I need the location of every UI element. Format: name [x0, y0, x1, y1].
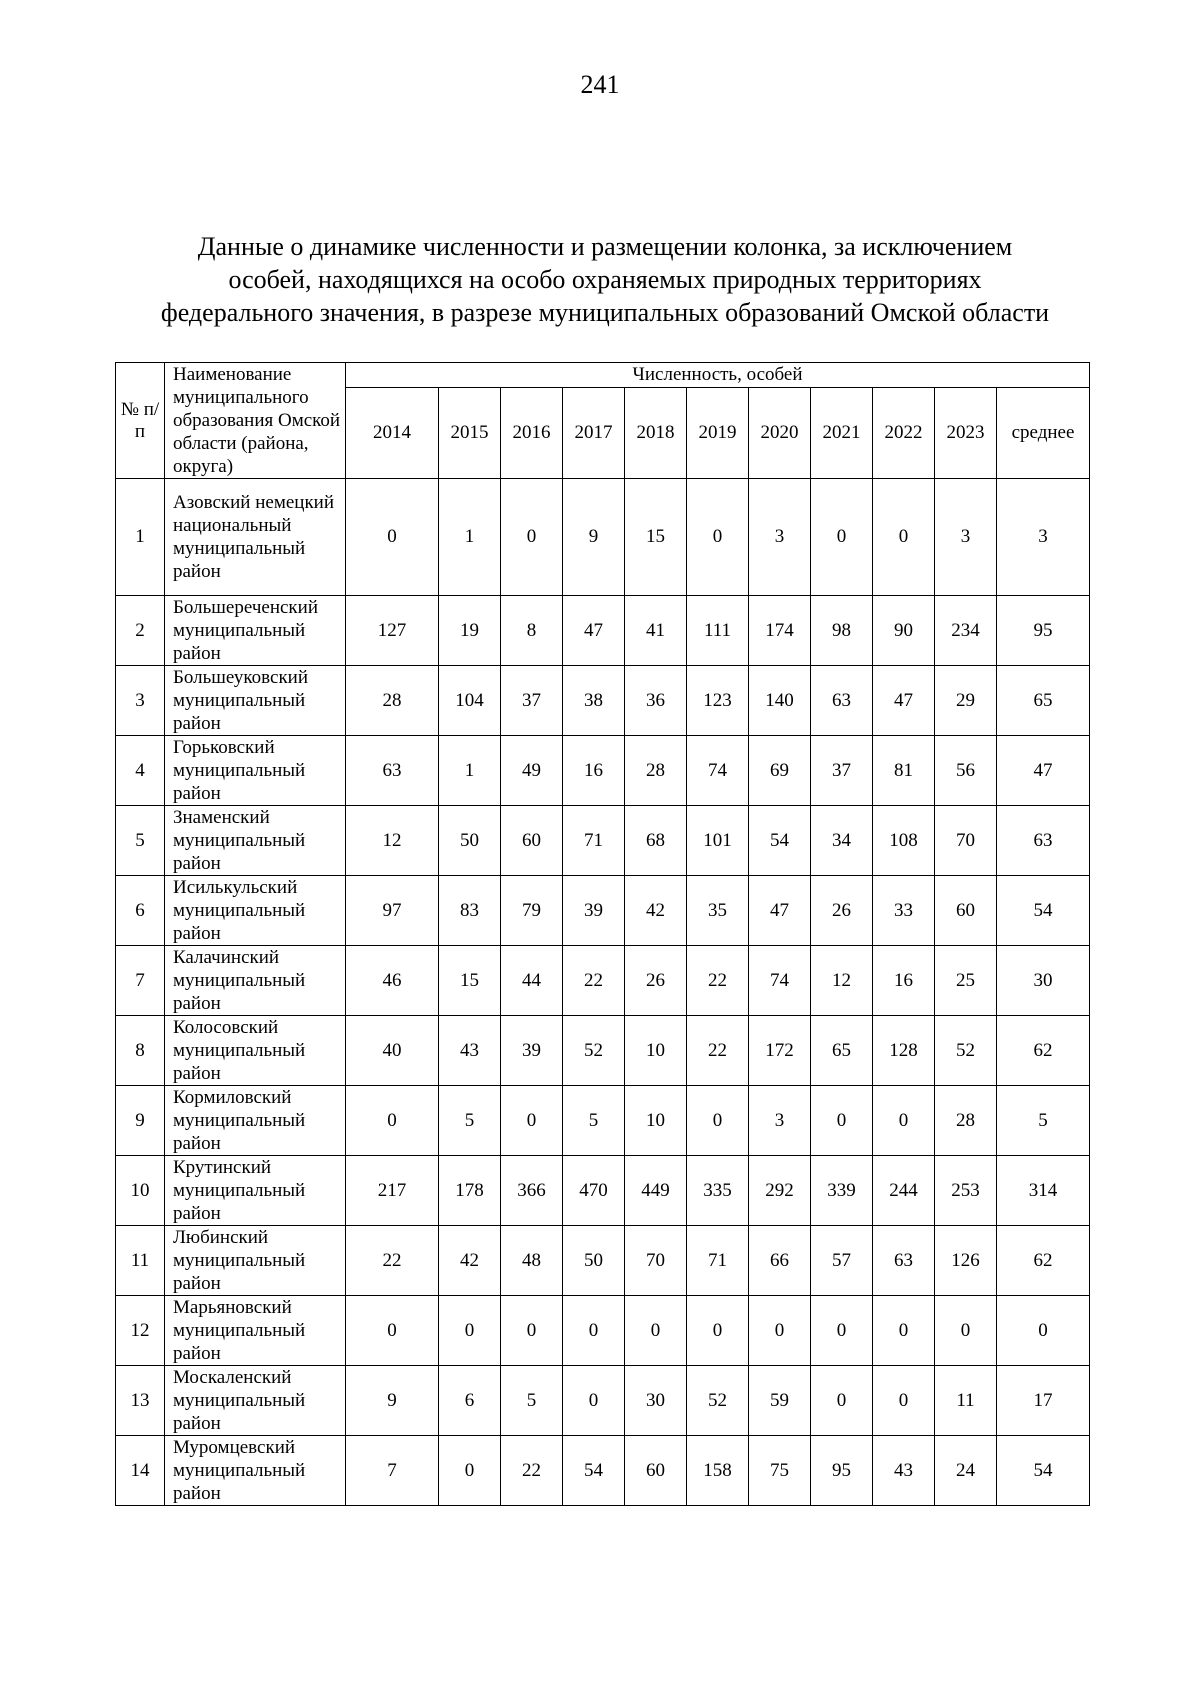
row-value: 22 — [687, 946, 749, 1016]
row-value: 0 — [346, 479, 439, 596]
row-value: 0 — [687, 479, 749, 596]
row-value: 22 — [563, 946, 625, 1016]
row-num: 12 — [116, 1296, 165, 1366]
row-value: 71 — [687, 1226, 749, 1296]
row-value: 50 — [563, 1226, 625, 1296]
row-value: 111 — [687, 596, 749, 666]
row-value: 34 — [811, 806, 873, 876]
row-value: 90 — [873, 596, 935, 666]
row-value: 40 — [346, 1016, 439, 1086]
table-row — [116, 876, 1090, 946]
row-value: 83 — [439, 876, 501, 946]
row-value: 0 — [811, 1366, 873, 1436]
row-value: 33 — [873, 876, 935, 946]
row-name: Калачинский муниципальный район — [165, 946, 346, 1016]
row-value: 12 — [346, 806, 439, 876]
row-value: 95 — [811, 1436, 873, 1506]
row-value: 50 — [439, 806, 501, 876]
row-value: 104 — [439, 666, 501, 736]
row-value: 366 — [501, 1156, 563, 1226]
row-value: 0 — [625, 1296, 687, 1366]
row-value: 98 — [811, 596, 873, 666]
header-num: № п/п — [116, 363, 165, 479]
row-value: 28 — [935, 1086, 997, 1156]
row-value: 37 — [501, 666, 563, 736]
table-row — [116, 596, 1090, 666]
row-value: 0 — [749, 1296, 811, 1366]
row-value: 46 — [346, 946, 439, 1016]
row-value: 314 — [997, 1156, 1090, 1226]
row-num: 11 — [116, 1226, 165, 1296]
title-line: федерального значения, в разрезе муниципальных образований Омской области — [160, 298, 1050, 327]
table-row — [116, 946, 1090, 1016]
row-value: 70 — [935, 806, 997, 876]
row-name: Горьковский муниципальный район — [165, 736, 346, 806]
row-value: 26 — [625, 946, 687, 1016]
table-header-row — [116, 363, 1090, 388]
row-value: 101 — [687, 806, 749, 876]
row-value: 178 — [439, 1156, 501, 1226]
row-value: 29 — [935, 666, 997, 736]
row-value: 54 — [997, 1436, 1090, 1506]
row-value: 11 — [935, 1366, 997, 1436]
row-value: 0 — [501, 1086, 563, 1156]
row-value: 48 — [501, 1226, 563, 1296]
population-table — [115, 362, 1090, 1506]
header-group: Численность, особей — [346, 363, 1090, 388]
table-row — [116, 1016, 1090, 1086]
table-row — [116, 806, 1090, 876]
row-value: 3 — [935, 479, 997, 596]
row-value: 22 — [346, 1226, 439, 1296]
row-value: 0 — [935, 1296, 997, 1366]
page-number: 241 — [580, 70, 620, 99]
row-value: 16 — [563, 736, 625, 806]
row-value: 28 — [625, 736, 687, 806]
row-num: 10 — [116, 1156, 165, 1226]
header-year: 2020 — [749, 388, 811, 479]
row-value: 22 — [501, 1436, 563, 1506]
row-value: 0 — [873, 1296, 935, 1366]
header-year: 2023 — [935, 388, 997, 479]
row-name: Азовский немецкий национальный муниципальный район — [165, 479, 346, 596]
row-value: 292 — [749, 1156, 811, 1226]
row-value: 0 — [687, 1086, 749, 1156]
table-row — [116, 1086, 1090, 1156]
row-value: 43 — [873, 1436, 935, 1506]
row-value: 95 — [997, 596, 1090, 666]
row-value: 17 — [997, 1366, 1090, 1436]
header-year: 2015 — [439, 388, 501, 479]
table-row — [116, 1156, 1090, 1226]
row-value: 5 — [997, 1086, 1090, 1156]
row-value: 12 — [811, 946, 873, 1016]
row-value: 0 — [811, 1296, 873, 1366]
row-value: 0 — [811, 1086, 873, 1156]
row-value: 38 — [563, 666, 625, 736]
row-num: 4 — [116, 736, 165, 806]
row-value: 54 — [563, 1436, 625, 1506]
row-value: 81 — [873, 736, 935, 806]
row-value: 62 — [997, 1226, 1090, 1296]
row-value: 174 — [749, 596, 811, 666]
row-name: Колосовский муниципальный район — [165, 1016, 346, 1086]
row-name: Большеуковский муниципальный район — [165, 666, 346, 736]
row-value: 127 — [346, 596, 439, 666]
header-year: 2014 — [346, 388, 439, 479]
table-row — [116, 1226, 1090, 1296]
row-value: 68 — [625, 806, 687, 876]
row-value: 6 — [439, 1366, 501, 1436]
header-year: 2019 — [687, 388, 749, 479]
row-value: 253 — [935, 1156, 997, 1226]
row-value: 217 — [346, 1156, 439, 1226]
row-value: 0 — [811, 479, 873, 596]
row-value: 9 — [346, 1366, 439, 1436]
row-name: Муромцевский муниципальный район — [165, 1436, 346, 1506]
row-value: 1 — [439, 479, 501, 596]
row-value: 59 — [749, 1366, 811, 1436]
row-value: 71 — [563, 806, 625, 876]
row-value: 74 — [687, 736, 749, 806]
table-body — [116, 479, 1090, 1506]
row-value: 47 — [563, 596, 625, 666]
row-value: 1 — [439, 736, 501, 806]
row-num: 9 — [116, 1086, 165, 1156]
row-value: 63 — [873, 1226, 935, 1296]
row-value: 19 — [439, 596, 501, 666]
row-value: 3 — [997, 479, 1090, 596]
row-value: 70 — [625, 1226, 687, 1296]
row-value: 65 — [997, 666, 1090, 736]
title-line: Данные о динамике численности и размещении колонка, за исключением — [197, 232, 1013, 261]
row-value: 3 — [749, 1086, 811, 1156]
row-value: 47 — [997, 736, 1090, 806]
row-value: 74 — [749, 946, 811, 1016]
row-value: 63 — [811, 666, 873, 736]
row-value: 5 — [501, 1366, 563, 1436]
row-num: 1 — [116, 479, 165, 596]
header-name: Наименование муниципального образования Омской области (района, округа) — [165, 363, 346, 479]
row-value: 158 — [687, 1436, 749, 1506]
row-value: 30 — [625, 1366, 687, 1436]
row-value: 54 — [997, 876, 1090, 946]
table-row — [116, 1296, 1090, 1366]
row-value: 75 — [749, 1436, 811, 1506]
row-value: 42 — [625, 876, 687, 946]
row-value: 56 — [935, 736, 997, 806]
row-value: 60 — [625, 1436, 687, 1506]
header-year: среднее — [997, 388, 1090, 479]
row-value: 0 — [563, 1296, 625, 1366]
row-value: 7 — [346, 1436, 439, 1506]
row-value: 449 — [625, 1156, 687, 1226]
row-value: 30 — [997, 946, 1090, 1016]
row-value: 10 — [625, 1016, 687, 1086]
row-value: 0 — [439, 1296, 501, 1366]
row-value: 15 — [625, 479, 687, 596]
header-year: 2018 — [625, 388, 687, 479]
row-value: 54 — [749, 806, 811, 876]
row-value: 52 — [687, 1366, 749, 1436]
row-value: 140 — [749, 666, 811, 736]
row-value: 0 — [439, 1436, 501, 1506]
row-value: 39 — [501, 1016, 563, 1086]
row-value: 108 — [873, 806, 935, 876]
row-value: 60 — [935, 876, 997, 946]
table-row — [116, 479, 1090, 596]
row-value: 37 — [811, 736, 873, 806]
row-value: 5 — [563, 1086, 625, 1156]
row-value: 60 — [501, 806, 563, 876]
header-year: 2016 — [501, 388, 563, 479]
row-num: 7 — [116, 946, 165, 1016]
row-value: 49 — [501, 736, 563, 806]
row-value: 79 — [501, 876, 563, 946]
row-value: 5 — [439, 1086, 501, 1156]
row-value: 0 — [346, 1296, 439, 1366]
row-value: 0 — [346, 1086, 439, 1156]
row-value: 97 — [346, 876, 439, 946]
row-value: 25 — [935, 946, 997, 1016]
header-year: 2022 — [873, 388, 935, 479]
row-value: 10 — [625, 1086, 687, 1156]
row-value: 22 — [687, 1016, 749, 1086]
row-value: 126 — [935, 1226, 997, 1296]
row-name: Знаменский муниципальный район — [165, 806, 346, 876]
table-row — [116, 1366, 1090, 1436]
header-year: 2021 — [811, 388, 873, 479]
row-value: 52 — [935, 1016, 997, 1086]
row-num: 2 — [116, 596, 165, 666]
row-value: 3 — [749, 479, 811, 596]
row-value: 0 — [687, 1296, 749, 1366]
row-value: 24 — [935, 1436, 997, 1506]
row-num: 8 — [116, 1016, 165, 1086]
row-value: 39 — [563, 876, 625, 946]
row-value: 57 — [811, 1226, 873, 1296]
row-num: 13 — [116, 1366, 165, 1436]
row-value: 0 — [501, 479, 563, 596]
row-value: 0 — [501, 1296, 563, 1366]
row-value: 35 — [687, 876, 749, 946]
row-num: 5 — [116, 806, 165, 876]
row-value: 42 — [439, 1226, 501, 1296]
row-value: 43 — [439, 1016, 501, 1086]
row-value: 63 — [997, 806, 1090, 876]
row-value: 128 — [873, 1016, 935, 1086]
row-value: 47 — [873, 666, 935, 736]
row-name: Марьяновский муниципальный район — [165, 1296, 346, 1366]
row-name: Большереченский муниципальный район — [165, 596, 346, 666]
row-value: 15 — [439, 946, 501, 1016]
header-year: 2017 — [563, 388, 625, 479]
row-value: 47 — [749, 876, 811, 946]
row-value: 172 — [749, 1016, 811, 1086]
row-value: 65 — [811, 1016, 873, 1086]
row-value: 62 — [997, 1016, 1090, 1086]
row-name: Любинский муниципальный район — [165, 1226, 346, 1296]
row-value: 339 — [811, 1156, 873, 1226]
table-row — [116, 1436, 1090, 1506]
document-title — [110, 230, 1100, 329]
row-value: 41 — [625, 596, 687, 666]
row-name: Кормиловский муниципальный район — [165, 1086, 346, 1156]
row-value: 234 — [935, 596, 997, 666]
row-value: 0 — [997, 1296, 1090, 1366]
row-value: 9 — [563, 479, 625, 596]
row-num: 14 — [116, 1436, 165, 1506]
row-value: 0 — [873, 1366, 935, 1436]
row-value: 52 — [563, 1016, 625, 1086]
row-value: 470 — [563, 1156, 625, 1226]
title-line: особей, находящихся на особо охраняемых природных территориях — [228, 265, 982, 294]
row-value: 44 — [501, 946, 563, 1016]
row-value: 8 — [501, 596, 563, 666]
row-value: 244 — [873, 1156, 935, 1226]
row-value: 26 — [811, 876, 873, 946]
row-value: 335 — [687, 1156, 749, 1226]
row-value: 123 — [687, 666, 749, 736]
row-name: Исилькульский муниципальный район — [165, 876, 346, 946]
row-value: 36 — [625, 666, 687, 736]
row-num: 3 — [116, 666, 165, 736]
table-row — [116, 736, 1090, 806]
row-value: 69 — [749, 736, 811, 806]
row-name: Крутинский муниципальный район — [165, 1156, 346, 1226]
row-num: 6 — [116, 876, 165, 946]
row-value: 0 — [563, 1366, 625, 1436]
row-value: 0 — [873, 1086, 935, 1156]
table-row — [116, 666, 1090, 736]
row-value: 0 — [873, 479, 935, 596]
row-value: 63 — [346, 736, 439, 806]
row-name: Москаленский муниципальный район — [165, 1366, 346, 1436]
row-value: 28 — [346, 666, 439, 736]
row-value: 66 — [749, 1226, 811, 1296]
row-value: 16 — [873, 946, 935, 1016]
